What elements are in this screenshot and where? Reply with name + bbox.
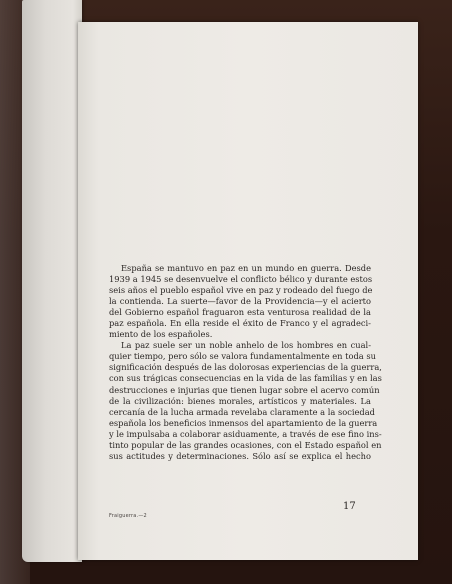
text-line: española los beneficios inmensos del apartamiento de la guerra — [109, 417, 378, 428]
paragraph-1 — [109, 263, 371, 340]
text-line: La paz suele ser un noble anhelo de los hombres en cual- — [121, 340, 371, 351]
text-line: España se mantuvo en paz en un mundo en guerra. Desde — [121, 263, 371, 273]
text-line: cercanía de la lucha armada revelaba claramente a la sociedad — [109, 406, 375, 417]
text-line: quier tiempo, pero sólo se valora fundamentalmente en toda su — [109, 351, 376, 362]
text-line: seis años el pueblo español vive en paz y rodeado del fuego de — [109, 285, 373, 296]
text-line: significación después de las dolorosas experiencias de la guerra, — [109, 362, 382, 373]
left-page-edge — [22, 0, 82, 562]
text-line: miento de los españoles. — [109, 329, 213, 340]
paragraph-2 — [109, 340, 382, 462]
text-line: de la civilización: bienes morales, artísticos y materiales. La — [109, 395, 371, 406]
text-line: tinto popular de las grandes ocasiones, con el Estado español en — [109, 439, 382, 450]
page-number: 17 — [343, 501, 356, 512]
text-line: y le impulsaba a colaborar asiduamente, a través de ese fino ins- — [109, 428, 382, 439]
text-line: 1939 a 1945 se desenvuelve el conflicto bélico y durante estos — [109, 274, 373, 285]
signature-mark: Fraiguerra.—2 — [109, 513, 147, 519]
text-line: del Gobierno español fraguaron esta venturosa realidad de la — [109, 307, 371, 318]
text-line: con sus trágicas consecuencias en la vida de las familias y en las — [109, 373, 382, 384]
text-line: sus actitudes y determinaciones. Sólo así se explica el hecho — [109, 450, 371, 461]
body-text — [109, 263, 382, 462]
text-line: paz española. En ella reside el éxito de Franco y el agradeci- — [109, 318, 371, 329]
text-line: la contienda. La suerte—favor de la Providencia—y el acierto — [109, 296, 371, 307]
text-line: destrucciones e injurias que tienen lugar sobre el acervo común — [109, 384, 380, 395]
